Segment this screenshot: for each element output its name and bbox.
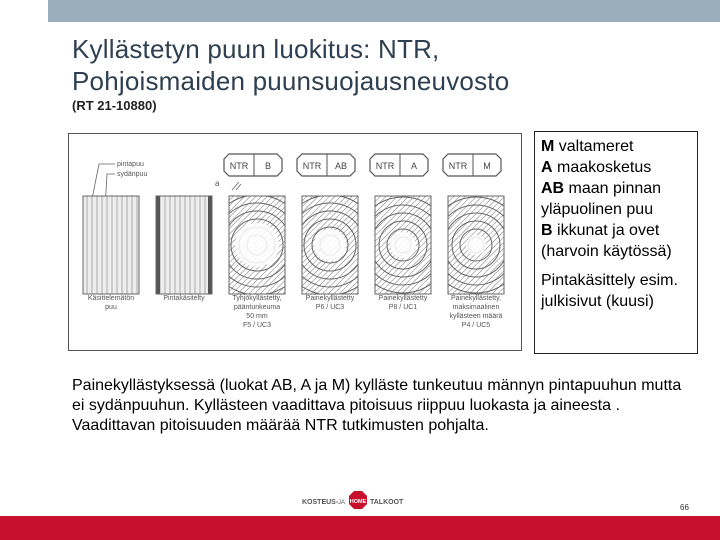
legend-code-ab: AB: [541, 180, 565, 197]
caption-6-line-3: kyllästeen määrä: [449, 313, 503, 320]
caption-6-line-2: maksimaalinen: [452, 304, 500, 311]
legend-item-a: [541, 157, 691, 178]
wood-treatment-diagram: [69, 134, 521, 350]
logo-graphic: [300, 488, 410, 514]
label-heartwood: sydänpuu: [117, 171, 148, 178]
legend-text-b: ikkunat ja ovet (harvoin käytössä): [541, 222, 672, 260]
legend-code-a: A: [541, 159, 553, 176]
badge-right-label: AB: [334, 161, 348, 171]
caption-4-line-1: Painekyllästetty: [305, 295, 355, 302]
logo-home-text: HOME: [349, 499, 367, 505]
badge-right-label: B: [264, 161, 272, 171]
caption-6-line-1: Painekyllästetty,: [450, 295, 502, 302]
caption-1-line-1: Käsittelemätön: [87, 295, 135, 302]
badge-right-label: A: [410, 161, 418, 171]
badge-ntr-b: [224, 154, 282, 176]
specimen-pressure-p8: [355, 196, 451, 294]
caption-5-line-2: P8 / UC1: [388, 304, 418, 311]
standard-reference: (RT 21-10880): [72, 98, 157, 113]
badge-left-label: NTR: [375, 161, 395, 171]
badge-left-label: NTR: [229, 161, 249, 171]
title-line-2: Pohjoismaiden puunsuojausneuvosto: [72, 66, 510, 96]
legend-text-ab: maan pinnan yläpuolinen puu: [541, 180, 662, 218]
surface-mark: [232, 182, 241, 190]
legend-item-b: [541, 220, 691, 262]
wood-treatment-figure: [68, 133, 522, 351]
small-mark: a: [215, 179, 220, 188]
legend-surface-treatment: Pintakäsittely esim. julkisivut (kuusi): [541, 272, 678, 310]
title-line-1: Kyllästetyn puun luokitus: NTR,: [72, 34, 440, 64]
page-number: 66: [680, 503, 689, 512]
badge-left-label: NTR: [302, 161, 322, 171]
badge-ntr-a: [370, 154, 428, 176]
caption-1-line-2: puu: [105, 304, 117, 311]
legend-text-a: maakosketus: [552, 159, 652, 176]
caption-3-line-4: F5 / UC3: [242, 322, 272, 329]
legend-item-m: [541, 136, 691, 157]
caption-2-line-1: Pintakäsitelty: [163, 295, 205, 302]
badge-ntr-ab: [297, 154, 355, 176]
badge-left-label: NTR: [448, 161, 468, 171]
body-paragraph: Painekyllästyksessä (luokat AB, A ja M) kylläste tunkeutuu männyn pintapuuhun mutta ei sydänpuuhun. Kyllästeen vaadittava pitoisuus riippuu luokasta ja aineesta . Vaadittavan pitoisuuden määrää NTR tutkimusten pohjalta.: [72, 377, 682, 434]
caption-3-line-3: 50 mm: [246, 313, 268, 320]
label-sapwood: pintapuu: [117, 161, 144, 168]
logo-middle-text: JA: [338, 500, 346, 506]
badge-ntr-m: [443, 154, 501, 176]
top-accent-bar: [48, 0, 720, 22]
specimen-vacuum-treated: [207, 195, 307, 295]
caption-3-line-2: pääntunkeuma: [233, 304, 281, 311]
specimen-untreated: [83, 196, 139, 294]
logo-right-text: TALKOOT: [370, 499, 404, 506]
legend-text-m: valtameret: [554, 138, 634, 155]
specimen-pressure-p6: [280, 195, 380, 295]
caption-3-line-1: Tyhjökyllästetty,: [232, 295, 282, 302]
specimen-surface-treated: [156, 196, 212, 294]
legend-code-b: B: [541, 222, 553, 239]
legend-item-ab: [541, 178, 691, 220]
legend-code-m: M: [541, 138, 555, 155]
kosteus-ja-hometalkoot-logo: [300, 488, 410, 514]
class-legend-panel: [534, 131, 698, 354]
page-title: [72, 33, 692, 97]
logo-left-text: KOSTEUS-: [302, 499, 339, 506]
caption-4-line-2: P6 / UC3: [315, 304, 345, 311]
legend-spacer: [541, 262, 691, 270]
badge-right-label: M: [483, 161, 491, 171]
caption-5-line-1: Painekyllästetty: [378, 295, 428, 302]
bottom-accent-bar: [0, 516, 720, 540]
caption-6-line-4: P4 / UC5: [461, 322, 491, 329]
specimen-pressure-max: [428, 196, 521, 294]
